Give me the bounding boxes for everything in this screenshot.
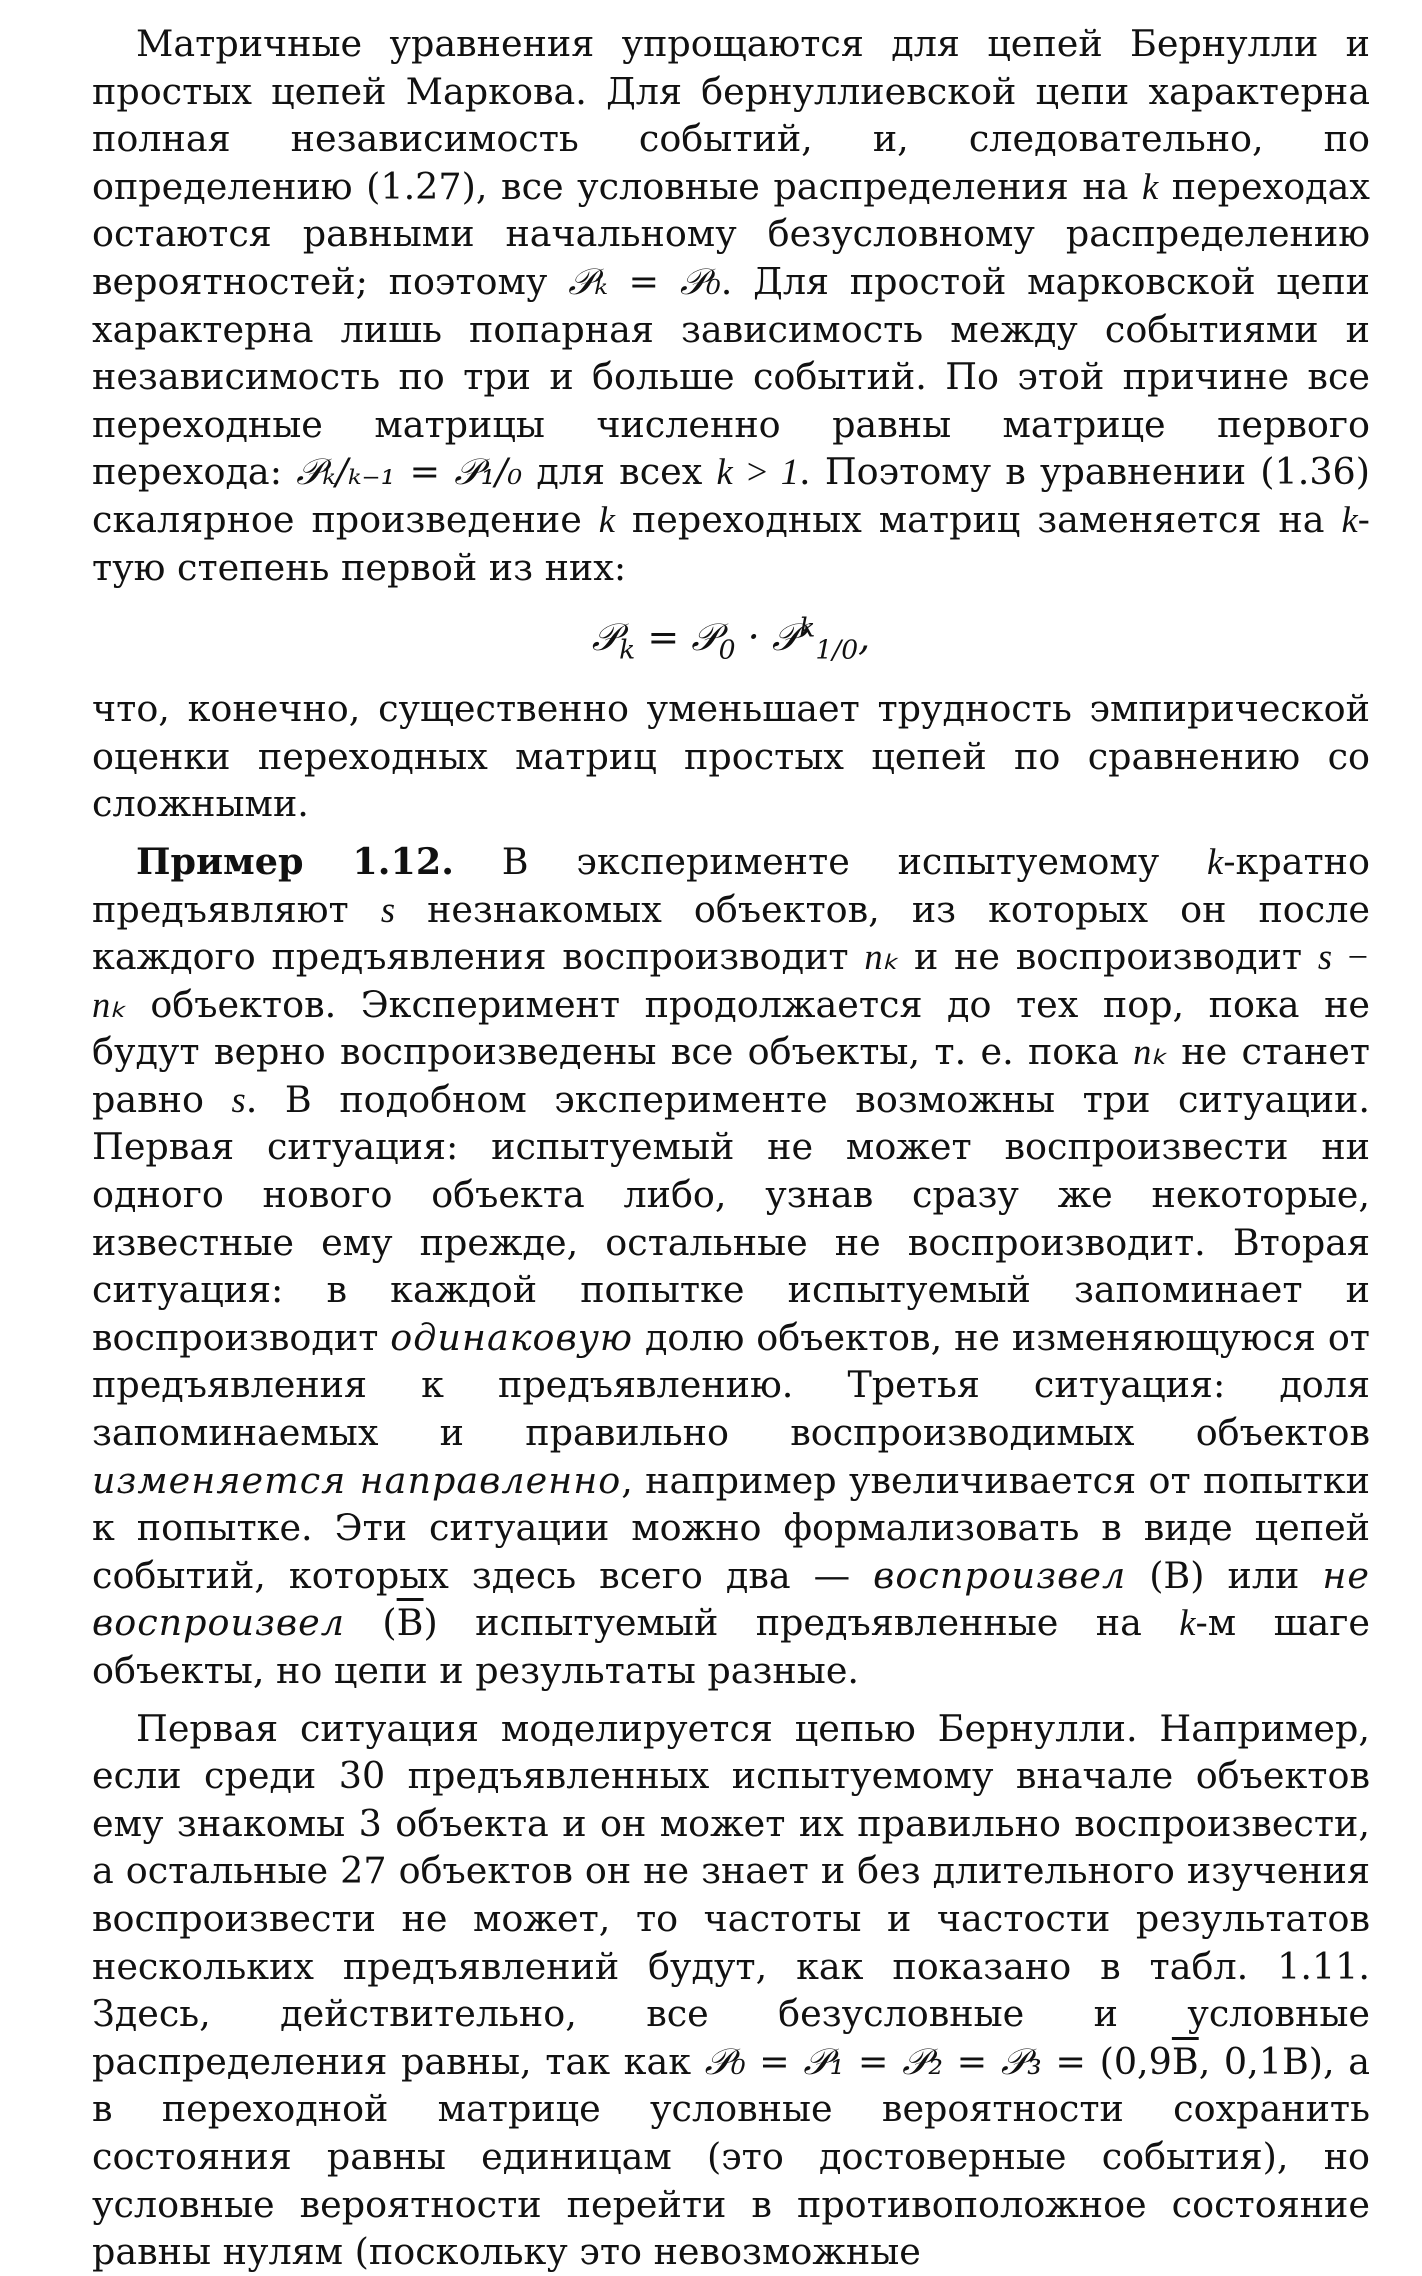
text-run: Матричные уравнения упрощаются для цепей Бернулли и простых цепей Маркова. Для бернуллиевской цепи характерна полная независимость событий, и, следовательно, по определению (1.27), все условные распределения на (92, 22, 1370, 208)
math-transition-equality: 𝒫ₖ/ₖ₋₁ = 𝒫₁/₀ (296, 450, 523, 494)
text-run: , например увеличивается от попытки к попытке. Эти ситуации можно формализовать в виде цепей событий, которых здесь всего два — (92, 1458, 1370, 1597)
formula-part: k (619, 634, 636, 666)
text-run: незнакомых объектов, из которых он после каждого предъявления воспроизводит (92, 887, 1371, 979)
text-run: -тую степень первой из них: (92, 497, 1370, 589)
formula-part: k (799, 612, 816, 644)
formula-part: 𝒫 (591, 615, 620, 660)
text-run: переходах остаются равными начальному безусловному распределению вероятностей; поэтому (92, 164, 1371, 303)
display-formula (92, 607, 1370, 667)
paragraph-matrix-equations (92, 20, 1370, 591)
paragraph-example (92, 838, 1370, 1695)
text-run: долю объектов, не изменяющуюся от предъявления к предъявлению. Третья ситуация: доля запоминаемых и правильно воспроизводимых объектов (92, 1315, 1370, 1455)
math-p-equalities: 𝒫₀ = 𝒫₁ = 𝒫₂ = 𝒫₃ (704, 2039, 1042, 2083)
text-run: В эксперименте испытуемому (454, 839, 1208, 883)
text-run: -м шаге объекты, но цепи и результаты разные. (92, 1601, 1370, 1692)
math-k: k (1341, 498, 1358, 540)
formula-part: · 𝒫 (735, 615, 800, 660)
math-nk: nₖ (1133, 1031, 1167, 1073)
text-run: . Поэтому в уравнении (1.36) скалярное произведение (92, 450, 1371, 541)
text-run: . В подобном эксперименте возможны три ситуации. Первая ситуация: испытуемый не может воспроизвести ни одного нового объекта либо, узнав сразу же некоторые, известные ему прежде, остальные не воспроизводит. Вторая ситуация: в каждой попытке испытуемый запоминает и воспроизводит (92, 1077, 1370, 1359)
formula-part: , (858, 615, 871, 660)
b-overline: В (396, 1601, 424, 1645)
text-run: ( (345, 1601, 397, 1645)
text-run: , 0,1В), а в переходной матрице условные вероятности сохранить состояния равны единицам (это достоверные события), но условные вероятности перейти в противоположное состояние равны нулям (поскольку это невозможные (92, 2039, 1370, 2274)
math-k: k (1141, 165, 1159, 207)
text-run: Первая ситуация моделируется цепью Бернулли. Например, если среди 30 предъявленных испытуемому вначале объектов ему знакомы 3 объекта и он может их правильно воспроизвести, а остальные 27 объектов он не знает и без длительного изучения воспроизвести не может, то частоты и частости результатов нескольких предъявлений будут, как показано в табл. 1.11. Здесь, действительно, все безусловные и условные распределения равны, так как (92, 1706, 1370, 2083)
text-run: не станет равно (92, 1030, 1370, 1121)
emphasis: не воспроизвел (92, 1553, 1371, 1645)
formula-part: 0 (718, 634, 736, 666)
math-s: s (380, 888, 396, 930)
text-run: и не воспроизводит (898, 935, 1318, 979)
formula-part: = 𝒫 (635, 615, 719, 660)
math-s: s (231, 1078, 246, 1120)
text-run: переходных матриц заменяется на (614, 497, 1342, 541)
page-body (92, 20, 1370, 2276)
text-run: = (0,9 (1041, 2039, 1172, 2083)
text-run: для всех (522, 450, 717, 494)
math-nk: nₖ (864, 936, 899, 978)
math-k: k (598, 498, 615, 540)
paragraph-difficulty: что, конечно, существенно уменьшает трудность эмпирической оценки переходных матриц простых цепей по сравнению со сложными. (92, 687, 1370, 826)
math-k: k (1207, 840, 1224, 882)
emphasis: воспроизвел (873, 1553, 1127, 1597)
emphasis: одинаковую (390, 1315, 634, 1359)
text-run: -кратно предъявляют (92, 839, 1370, 931)
math-pk-eq-p0: 𝒫ₖ = 𝒫₀ (568, 259, 721, 303)
formula-part: 1/0 (815, 634, 859, 666)
example-label: Пример 1.12. (136, 839, 454, 883)
text-run: . Для простой марковской цепи характерна лишь попарная зависимость между событиями и независимость по три и больше событий. По этой причине все переходные матрицы численно равны матрице первого перехода: (92, 259, 1370, 494)
emphasis: изменяется направленно (92, 1458, 622, 1502)
text-run: ) испытуемый предъявленные на (423, 1601, 1180, 1645)
math-k: k (1179, 1602, 1196, 1644)
text-run: (В) или (1126, 1553, 1323, 1597)
text-run: объектов. Эксперимент продолжается до тех пор, пока не будут верно воспроизведены все объекты, т. е. пока (92, 982, 1370, 1074)
math-k-gt-1: k > 1 (716, 451, 800, 493)
b-overline: В (1171, 2039, 1199, 2083)
paragraph-bernoulli-case (92, 1705, 1370, 2276)
math-s-minus-nk: s − nₖ (92, 936, 1370, 1025)
